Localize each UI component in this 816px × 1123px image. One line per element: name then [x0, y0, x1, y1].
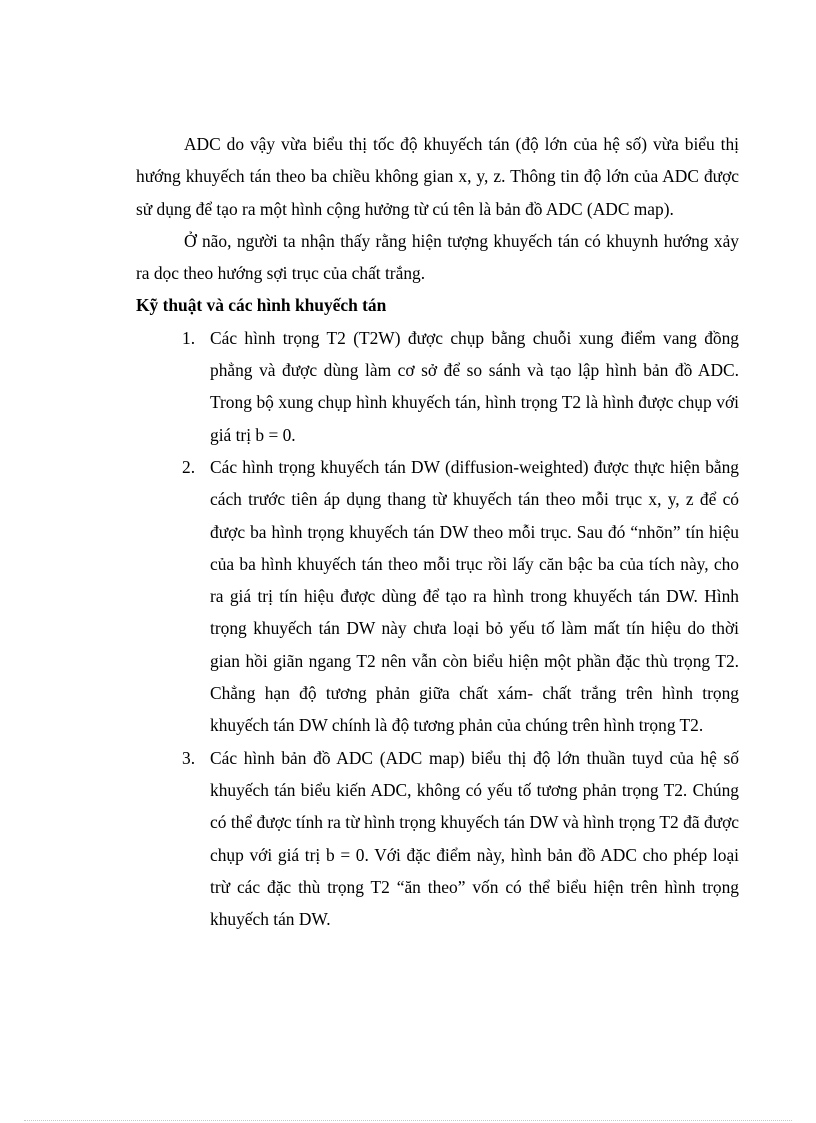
- list-item-number: 1.: [182, 327, 196, 348]
- section-heading: Kỹ thuật và các hình khuyếch tán: [136, 295, 387, 316]
- page-bottom-divider: [24, 1120, 792, 1121]
- paragraph-adc-definition: ADC do vậy vừa biểu thị tốc độ khuyếch tán (độ lớn của hệ số) vừa biểu thị hướng khuyếch tán theo ba chiều không gian x, y, z. Thông tin độ lớn của ADC được sử dụng để tạo ra một hình cộng hưởng từ cú tên là bản đồ ADC (ADC map).: [136, 134, 739, 219]
- list-item: [136, 451, 739, 742]
- technique-list: [136, 322, 739, 936]
- paragraph-brain-diffusion: Ở não, người ta nhận thấy rằng hiện tượng khuyếch tán có khuynh hướng xảy ra dọc theo hướng sợi trục của chất trắng.: [136, 230, 739, 284]
- list-item: [136, 742, 739, 936]
- list-item-number: 3.: [182, 747, 196, 768]
- list-item-number: 2.: [182, 456, 196, 477]
- document-page: [136, 128, 739, 935]
- list-item-text: Các hình trọng T2 (T2W) được chụp bằng chuỗi xung điểm vang đồng phẳng và được dùng làm cơ sở để so sánh và tạo lập hình bản đồ ADC. Trong bộ xung chụp hình khuyếch tán, hình trọng T2 là hình được chụp với giá trị b = 0.: [210, 327, 739, 445]
- list-item: [136, 322, 739, 451]
- list-item-text: Các hình bản đồ ADC (ADC map) biểu thị độ lớn thuần tuyd của hệ số khuyếch tán biểu kiến ADC, không có yếu tố tương phản trọng T2. Chúng có thể được tính ra từ hình trọng khuyếch tán DW và hình trọng T2 đã được chụp với giá trị b = 0. Với đặc điểm này, hình bản đồ ADC cho phép loại trừ các đặc thù trọng T2 “ăn theo” vốn có thể biểu hiện trên hình trọng khuyếch tán DW.: [210, 747, 739, 930]
- list-item-text: Các hình trọng khuyếch tán DW (diffusion-weighted) được thực hiện bằng cách trước tiên áp dụng thang từ khuyếch tán theo mỗi trục x, y, z để có được ba hình trọng khuyếch tán DW theo mỗi trục. Sau đó “nhõn” tín hiệu của ba hình khuyếch tán theo mỗi trục rồi lấy căn bậc ba của tích này, cho ra giá trị tín hiệu được dùng để tạo ra hình trong khuyếch tán DW. Hình trọng khuyếch tán DW này chưa loại bỏ yếu tố làm mất tín hiệu do thời gian hồi giãn ngang T2 nên vẫn còn biểu hiện một phần đặc thù trọng T2. Chẳng hạn độ tương phản giữa chất xám- chất trắng trên hình trọng khuyếch tán DW chính là độ tương phản của chúng trên hình trọng T2.: [210, 456, 739, 736]
